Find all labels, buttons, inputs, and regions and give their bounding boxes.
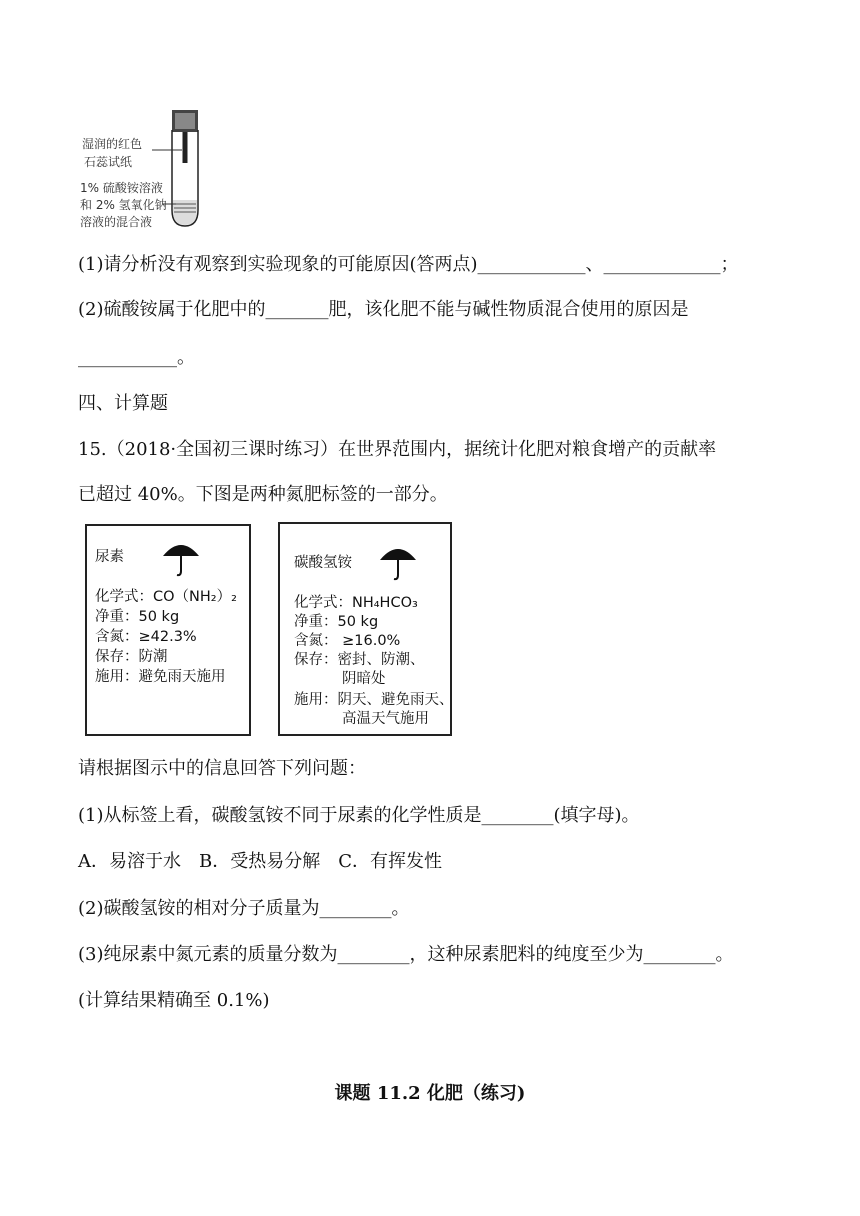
q15-options: A．易溶于水 B．受热易分解 C．有挥发性 <box>78 851 442 872</box>
q14-part1: (1)请分析没有观察到实验现象的可能原因(答两点)____________、_____________； <box>78 254 739 275</box>
abc-usage-1: 施用：阴天、避免雨天、 <box>294 692 454 708</box>
q15-intro-line1: 15.（2018·全国初三课时练习）在世界范围内，据统计化肥对粮食增产的贡献率 <box>78 439 717 460</box>
urea-label-card <box>85 524 251 736</box>
q15-sub2: (2)碳酸氢铵的相对分子质量为________。 <box>78 898 410 919</box>
liquid-label-3: 溶液的混合液 <box>80 215 153 229</box>
q15-prompt: 请根据图示中的信息回答下列问题： <box>78 758 366 779</box>
test-tube-figure <box>78 108 208 228</box>
urea-name: 尿素 <box>95 549 124 565</box>
footer-title: 课题 11.2 化肥（练习) <box>334 1083 526 1104</box>
q15-sub3: (3)纯尿素中氮元素的质量分数为________，这种尿素肥料的纯度至少为________。 <box>78 944 734 965</box>
abc-usage-2: 高温天气施用 <box>342 711 429 727</box>
q14-part2-blank: ___________。 <box>78 347 195 368</box>
urea-weight: 净重：50 kg <box>95 609 180 625</box>
abc-storage-1: 保存：密封、防潮、 <box>294 652 425 668</box>
abc-nitrogen: 含氮： ≥16.0% <box>294 633 401 649</box>
urea-storage: 保存：防潮 <box>95 649 168 665</box>
paper-label-2: 石蕊试纸 <box>84 155 133 169</box>
umbrella-icon <box>378 542 418 582</box>
abc-weight: 净重：50 kg <box>294 614 379 630</box>
liquid-label-2: 和 2% 氢氧化钠 <box>80 198 167 212</box>
abc-storage-2: 阴暗处 <box>342 671 386 687</box>
umbrella-icon <box>161 538 201 578</box>
q15-note: (计算结果精确至 0.1%) <box>78 990 270 1011</box>
section-4-title: 四、计算题 <box>78 393 168 414</box>
q15-intro-line2: 已超过 40%。下图是两种氮肥标签的一部分。 <box>78 484 448 505</box>
urea-nitrogen: 含氮：≥42.3% <box>95 629 197 645</box>
urea-usage: 施用：避免雨天施用 <box>95 669 226 685</box>
q14-part2: (2)硫酸铵属于化肥中的_______肥，该化肥不能与碱性物质混合使用的原因是 <box>78 299 689 320</box>
abc-name: 碳酸氢铵 <box>294 555 352 571</box>
urea-formula: 化学式：CO（NH₂）₂ <box>95 589 237 605</box>
abc-label-card <box>278 522 452 736</box>
q15-sub1: (1)从标签上看，碳酸氢铵不同于尿素的化学性质是________(填字母)。 <box>78 805 640 826</box>
liquid-label-1: 1% 硫酸铵溶液 <box>80 181 163 195</box>
abc-formula: 化学式：NH₄HCO₃ <box>294 595 418 611</box>
paper-label-1: 湿润的红色 <box>82 137 143 151</box>
